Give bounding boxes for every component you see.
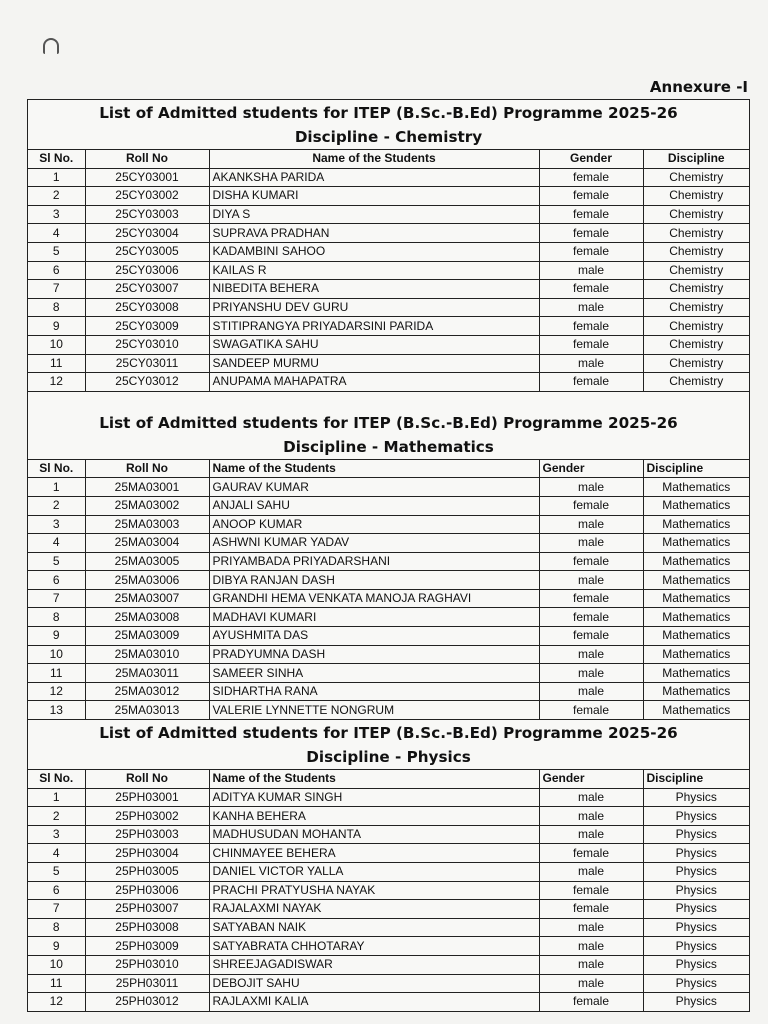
table-row bbox=[28, 373, 749, 392]
cell-discipline: Chemistry bbox=[643, 224, 749, 243]
column-header-gender: Gender bbox=[539, 459, 643, 478]
cell-sl-no: 3 bbox=[28, 205, 85, 224]
cell-discipline: Physics bbox=[643, 881, 749, 900]
cell-discipline: Physics bbox=[643, 825, 749, 844]
cell-sl-no: 4 bbox=[28, 534, 85, 553]
cell-sl-no: 3 bbox=[28, 515, 85, 534]
cell-roll-no: 25PH03002 bbox=[85, 807, 209, 826]
cell-discipline: Mathematics bbox=[643, 664, 749, 683]
cell-gender: male bbox=[539, 261, 643, 280]
cell-roll-no: 25MA03007 bbox=[85, 589, 209, 608]
cell-student-name: SATYABAN NAIK bbox=[209, 918, 539, 937]
cell-student-name: SUPRAVA PRADHAN bbox=[209, 224, 539, 243]
table-row bbox=[28, 918, 749, 937]
cell-roll-no: 25PH03009 bbox=[85, 937, 209, 956]
cell-discipline: Mathematics bbox=[643, 534, 749, 553]
table-header-row bbox=[28, 150, 749, 169]
column-header-gender: Gender bbox=[539, 150, 643, 169]
cell-student-name: ANUPAMA MAHAPATRA bbox=[209, 373, 539, 392]
cell-gender: male bbox=[539, 955, 643, 974]
cell-gender: male bbox=[539, 825, 643, 844]
column-header-name: Name of the Students bbox=[209, 459, 539, 478]
cell-student-name: ANJALI SAHU bbox=[209, 496, 539, 515]
cell-roll-no: 25MA03005 bbox=[85, 552, 209, 571]
section-title: List of Admitted students for ITEP (B.Sc.-B.Ed) Programme 2025-26 bbox=[99, 724, 678, 743]
table-row bbox=[28, 701, 749, 720]
cell-sl-no: 5 bbox=[28, 552, 85, 571]
cell-student-name: SHREEJAGADISWAR bbox=[209, 955, 539, 974]
cell-student-name: SIDHARTHA RANA bbox=[209, 682, 539, 701]
cell-student-name: SWAGATIKA SAHU bbox=[209, 335, 539, 354]
cell-discipline: Physics bbox=[643, 993, 749, 1012]
cell-student-name: GAURAV KUMAR bbox=[209, 478, 539, 497]
cell-sl-no: 12 bbox=[28, 993, 85, 1012]
cell-discipline: Mathematics bbox=[643, 496, 749, 515]
cell-gender: female bbox=[539, 496, 643, 515]
cell-student-name: SANDEEP MURMU bbox=[209, 354, 539, 373]
cell-roll-no: 25MA03010 bbox=[85, 645, 209, 664]
cell-gender: female bbox=[539, 187, 643, 206]
cell-student-name: RAJALAXMI NAYAK bbox=[209, 900, 539, 919]
cell-student-name: GRANDHI HEMA VENKATA MANOJA RAGHAVI bbox=[209, 589, 539, 608]
cell-roll-no: 25MA03004 bbox=[85, 534, 209, 553]
cell-student-name: DIYA S bbox=[209, 205, 539, 224]
cell-sl-no: 10 bbox=[28, 335, 85, 354]
column-header-sl: Sl No. bbox=[28, 150, 85, 169]
cell-discipline: Mathematics bbox=[643, 701, 749, 720]
cell-discipline: Chemistry bbox=[643, 298, 749, 317]
cell-sl-no: 9 bbox=[28, 937, 85, 956]
cell-student-name: DISHA KUMARI bbox=[209, 187, 539, 206]
cell-roll-no: 25PH03010 bbox=[85, 955, 209, 974]
table-row bbox=[28, 205, 749, 224]
cell-roll-no: 25CY03002 bbox=[85, 187, 209, 206]
table-row bbox=[28, 552, 749, 571]
cell-gender: male bbox=[539, 788, 643, 807]
cell-student-name: CHINMAYEE BEHERA bbox=[209, 844, 539, 863]
cell-gender: female bbox=[539, 242, 643, 261]
table-row bbox=[28, 993, 749, 1012]
cell-roll-no: 25PH03007 bbox=[85, 900, 209, 919]
cell-roll-no: 25PH03008 bbox=[85, 918, 209, 937]
document-frame bbox=[27, 99, 750, 1012]
table-row bbox=[28, 974, 749, 993]
cell-gender: male bbox=[539, 664, 643, 683]
cell-student-name: SAMEER SINHA bbox=[209, 664, 539, 683]
cell-roll-no: 25MA03001 bbox=[85, 478, 209, 497]
cell-discipline: Chemistry bbox=[643, 280, 749, 299]
table-row bbox=[28, 608, 749, 627]
cell-gender: female bbox=[539, 881, 643, 900]
cell-roll-no: 25PH03004 bbox=[85, 844, 209, 863]
column-header-roll: Roll No bbox=[85, 150, 209, 169]
section-subtitle: Discipline - Chemistry bbox=[294, 128, 483, 146]
column-header-name: Name of the Students bbox=[209, 770, 539, 789]
cell-roll-no: 25CY03011 bbox=[85, 354, 209, 373]
cell-gender: female bbox=[539, 335, 643, 354]
cell-student-name: STITIPRANGYA PRIYADARSINI PARIDA bbox=[209, 317, 539, 336]
students-table-chemistry bbox=[28, 149, 749, 392]
cell-roll-no: 25CY03008 bbox=[85, 298, 209, 317]
cell-sl-no: 7 bbox=[28, 280, 85, 299]
annexure-label: Annexure -I bbox=[649, 78, 748, 96]
cell-roll-no: 25CY03005 bbox=[85, 242, 209, 261]
table-row bbox=[28, 881, 749, 900]
cell-sl-no: 7 bbox=[28, 900, 85, 919]
cell-discipline: Mathematics bbox=[643, 682, 749, 701]
cell-sl-no: 6 bbox=[28, 261, 85, 280]
cell-student-name: PRADYUMNA DASH bbox=[209, 645, 539, 664]
cell-discipline: Chemistry bbox=[643, 168, 749, 187]
cell-discipline: Physics bbox=[643, 863, 749, 882]
cell-sl-no: 8 bbox=[28, 298, 85, 317]
cell-gender: male bbox=[539, 937, 643, 956]
cell-roll-no: 25PH03003 bbox=[85, 825, 209, 844]
cell-discipline: Chemistry bbox=[643, 354, 749, 373]
table-row bbox=[28, 645, 749, 664]
cell-discipline: Physics bbox=[643, 788, 749, 807]
cell-gender: female bbox=[539, 627, 643, 646]
cell-sl-no: 11 bbox=[28, 974, 85, 993]
cell-discipline: Physics bbox=[643, 844, 749, 863]
cell-gender: male bbox=[539, 682, 643, 701]
cell-student-name: PRACHI PRATYUSHA NAYAK bbox=[209, 881, 539, 900]
cell-student-name: SATYABRATA CHHOTARAY bbox=[209, 937, 539, 956]
cell-gender: female bbox=[539, 205, 643, 224]
cell-student-name: ADITYA KUMAR SINGH bbox=[209, 788, 539, 807]
cell-discipline: Mathematics bbox=[643, 552, 749, 571]
column-header-sl: Sl No. bbox=[28, 770, 85, 789]
cell-roll-no: 25MA03012 bbox=[85, 682, 209, 701]
cell-roll-no: 25CY03009 bbox=[85, 317, 209, 336]
table-row bbox=[28, 788, 749, 807]
cell-sl-no: 3 bbox=[28, 825, 85, 844]
cell-sl-no: 6 bbox=[28, 571, 85, 590]
column-header-discipline: Discipline bbox=[643, 150, 749, 169]
section-subtitle: Discipline - Physics bbox=[306, 748, 471, 767]
table-row bbox=[28, 187, 749, 206]
cell-sl-no: 2 bbox=[28, 807, 85, 826]
cell-roll-no: 25MA03013 bbox=[85, 701, 209, 720]
cell-roll-no: 25MA03006 bbox=[85, 571, 209, 590]
cell-roll-no: 25CY03012 bbox=[85, 373, 209, 392]
column-header-gender: Gender bbox=[539, 770, 643, 789]
cell-sl-no: 5 bbox=[28, 242, 85, 261]
cell-sl-no: 5 bbox=[28, 863, 85, 882]
cell-discipline: Mathematics bbox=[643, 589, 749, 608]
table-row bbox=[28, 844, 749, 863]
cell-gender: female bbox=[539, 589, 643, 608]
students-table-physics bbox=[28, 769, 749, 1012]
cell-roll-no: 25PH03005 bbox=[85, 863, 209, 882]
table-row bbox=[28, 571, 749, 590]
cell-discipline: Chemistry bbox=[643, 205, 749, 224]
cell-roll-no: 25MA03003 bbox=[85, 515, 209, 534]
table-row bbox=[28, 682, 749, 701]
cell-gender: male bbox=[539, 571, 643, 590]
cell-gender: male bbox=[539, 807, 643, 826]
table-row bbox=[28, 589, 749, 608]
cell-gender: female bbox=[539, 552, 643, 571]
cell-sl-no: 12 bbox=[28, 682, 85, 701]
cell-sl-no: 2 bbox=[28, 187, 85, 206]
cell-sl-no: 10 bbox=[28, 955, 85, 974]
cell-discipline: Physics bbox=[643, 974, 749, 993]
cell-discipline: Chemistry bbox=[643, 261, 749, 280]
cell-student-name: NIBEDITA BEHERA bbox=[209, 280, 539, 299]
section-gap bbox=[28, 392, 749, 410]
cell-gender: female bbox=[539, 608, 643, 627]
cell-student-name: KAILAS R bbox=[209, 261, 539, 280]
table-row bbox=[28, 664, 749, 683]
cell-sl-no: 7 bbox=[28, 589, 85, 608]
cell-gender: female bbox=[539, 224, 643, 243]
table-row bbox=[28, 496, 749, 515]
column-header-discipline: Discipline bbox=[643, 770, 749, 789]
table-row bbox=[28, 317, 749, 336]
cell-sl-no: 8 bbox=[28, 608, 85, 627]
cell-student-name: PRIYAMBADA PRIYADARSHANI bbox=[209, 552, 539, 571]
cell-roll-no: 25MA03002 bbox=[85, 496, 209, 515]
section-header-physics bbox=[28, 720, 749, 769]
table-row bbox=[28, 354, 749, 373]
table-row bbox=[28, 955, 749, 974]
cell-discipline: Physics bbox=[643, 955, 749, 974]
table-row bbox=[28, 534, 749, 553]
cell-student-name: MADHAVI KUMARI bbox=[209, 608, 539, 627]
cell-student-name: VALERIE LYNNETTE NONGRUM bbox=[209, 701, 539, 720]
cell-sl-no: 12 bbox=[28, 373, 85, 392]
cell-roll-no: 25CY03003 bbox=[85, 205, 209, 224]
cell-roll-no: 25CY03001 bbox=[85, 168, 209, 187]
cell-student-name: DANIEL VICTOR YALLA bbox=[209, 863, 539, 882]
cell-discipline: Physics bbox=[643, 918, 749, 937]
cell-sl-no: 1 bbox=[28, 168, 85, 187]
cell-discipline: Physics bbox=[643, 807, 749, 826]
column-header-discipline: Discipline bbox=[643, 459, 749, 478]
cell-discipline: Mathematics bbox=[643, 571, 749, 590]
cell-student-name: DEBOJIT SAHU bbox=[209, 974, 539, 993]
scan-mark bbox=[43, 38, 59, 54]
cell-student-name: AKANKSHA PARIDA bbox=[209, 168, 539, 187]
table-row bbox=[28, 298, 749, 317]
cell-gender: male bbox=[539, 515, 643, 534]
cell-gender: female bbox=[539, 280, 643, 299]
cell-sl-no: 9 bbox=[28, 317, 85, 336]
cell-gender: male bbox=[539, 645, 643, 664]
cell-discipline: Physics bbox=[643, 900, 749, 919]
table-row bbox=[28, 900, 749, 919]
cell-roll-no: 25MA03009 bbox=[85, 627, 209, 646]
cell-roll-no: 25CY03010 bbox=[85, 335, 209, 354]
cell-discipline: Chemistry bbox=[643, 373, 749, 392]
cell-student-name: ASHWNI KUMAR YADAV bbox=[209, 534, 539, 553]
cell-gender: male bbox=[539, 534, 643, 553]
section-header-mathematics bbox=[28, 410, 749, 459]
cell-sl-no: 1 bbox=[28, 478, 85, 497]
cell-gender: female bbox=[539, 317, 643, 336]
cell-sl-no: 1 bbox=[28, 788, 85, 807]
cell-student-name: KANHA BEHERA bbox=[209, 807, 539, 826]
cell-discipline: Physics bbox=[643, 937, 749, 956]
cell-sl-no: 4 bbox=[28, 844, 85, 863]
cell-sl-no: 10 bbox=[28, 645, 85, 664]
cell-discipline: Mathematics bbox=[643, 627, 749, 646]
column-header-roll: Roll No bbox=[85, 770, 209, 789]
cell-discipline: Chemistry bbox=[643, 242, 749, 261]
cell-sl-no: 11 bbox=[28, 354, 85, 373]
table-row bbox=[28, 807, 749, 826]
section-title: List of Admitted students for ITEP (B.Sc.-B.Ed) Programme 2025-26 bbox=[99, 413, 678, 432]
table-row bbox=[28, 261, 749, 280]
table-row bbox=[28, 825, 749, 844]
cell-roll-no: 25CY03006 bbox=[85, 261, 209, 280]
cell-roll-no: 25MA03011 bbox=[85, 664, 209, 683]
cell-gender: male bbox=[539, 298, 643, 317]
table-row bbox=[28, 335, 749, 354]
table-row bbox=[28, 863, 749, 882]
table-row bbox=[28, 280, 749, 299]
cell-gender: female bbox=[539, 844, 643, 863]
table-row bbox=[28, 937, 749, 956]
table-row bbox=[28, 515, 749, 534]
cell-student-name: DIBYA RANJAN DASH bbox=[209, 571, 539, 590]
cell-gender: male bbox=[539, 478, 643, 497]
cell-roll-no: 25CY03004 bbox=[85, 224, 209, 243]
cell-roll-no: 25PH03001 bbox=[85, 788, 209, 807]
cell-sl-no: 2 bbox=[28, 496, 85, 515]
table-row bbox=[28, 478, 749, 497]
table-header-row bbox=[28, 459, 749, 478]
cell-discipline: Mathematics bbox=[643, 645, 749, 664]
cell-gender: male bbox=[539, 918, 643, 937]
cell-sl-no: 13 bbox=[28, 701, 85, 720]
cell-gender: female bbox=[539, 900, 643, 919]
cell-gender: female bbox=[539, 373, 643, 392]
cell-discipline: Mathematics bbox=[643, 478, 749, 497]
section-title: List of Admitted students for ITEP (B.Sc.-B.Ed) Programme 2025-26 bbox=[99, 104, 678, 122]
column-header-roll: Roll No bbox=[85, 459, 209, 478]
cell-roll-no: 25PH03012 bbox=[85, 993, 209, 1012]
cell-roll-no: 25CY03007 bbox=[85, 280, 209, 299]
cell-discipline: Chemistry bbox=[643, 317, 749, 336]
table-row bbox=[28, 627, 749, 646]
students-table-mathematics bbox=[28, 459, 749, 720]
cell-gender: male bbox=[539, 974, 643, 993]
cell-sl-no: 8 bbox=[28, 918, 85, 937]
cell-gender: female bbox=[539, 168, 643, 187]
cell-sl-no: 4 bbox=[28, 224, 85, 243]
section-subtitle: Discipline - Mathematics bbox=[283, 437, 494, 456]
column-header-sl: Sl No. bbox=[28, 459, 85, 478]
cell-discipline: Mathematics bbox=[643, 515, 749, 534]
table-row bbox=[28, 168, 749, 187]
cell-gender: female bbox=[539, 701, 643, 720]
cell-sl-no: 9 bbox=[28, 627, 85, 646]
cell-student-name: ANOOP KUMAR bbox=[209, 515, 539, 534]
table-row bbox=[28, 242, 749, 261]
column-header-name: Name of the Students bbox=[209, 150, 539, 169]
cell-student-name: MADHUSUDAN MOHANTA bbox=[209, 825, 539, 844]
cell-student-name: AYUSHMITA DAS bbox=[209, 627, 539, 646]
cell-discipline: Chemistry bbox=[643, 187, 749, 206]
section-header-chemistry bbox=[28, 100, 749, 149]
cell-student-name: PRIYANSHU DEV GURU bbox=[209, 298, 539, 317]
cell-gender: male bbox=[539, 354, 643, 373]
cell-roll-no: 25PH03011 bbox=[85, 974, 209, 993]
cell-student-name: KADAMBINI SAHOO bbox=[209, 242, 539, 261]
cell-sl-no: 11 bbox=[28, 664, 85, 683]
cell-discipline: Mathematics bbox=[643, 608, 749, 627]
cell-gender: female bbox=[539, 993, 643, 1012]
cell-sl-no: 6 bbox=[28, 881, 85, 900]
cell-discipline: Chemistry bbox=[643, 335, 749, 354]
table-row bbox=[28, 224, 749, 243]
cell-roll-no: 25MA03008 bbox=[85, 608, 209, 627]
table-header-row bbox=[28, 770, 749, 789]
cell-roll-no: 25PH03006 bbox=[85, 881, 209, 900]
cell-gender: male bbox=[539, 863, 643, 882]
cell-student-name: RAJLAXMI KALIA bbox=[209, 993, 539, 1012]
